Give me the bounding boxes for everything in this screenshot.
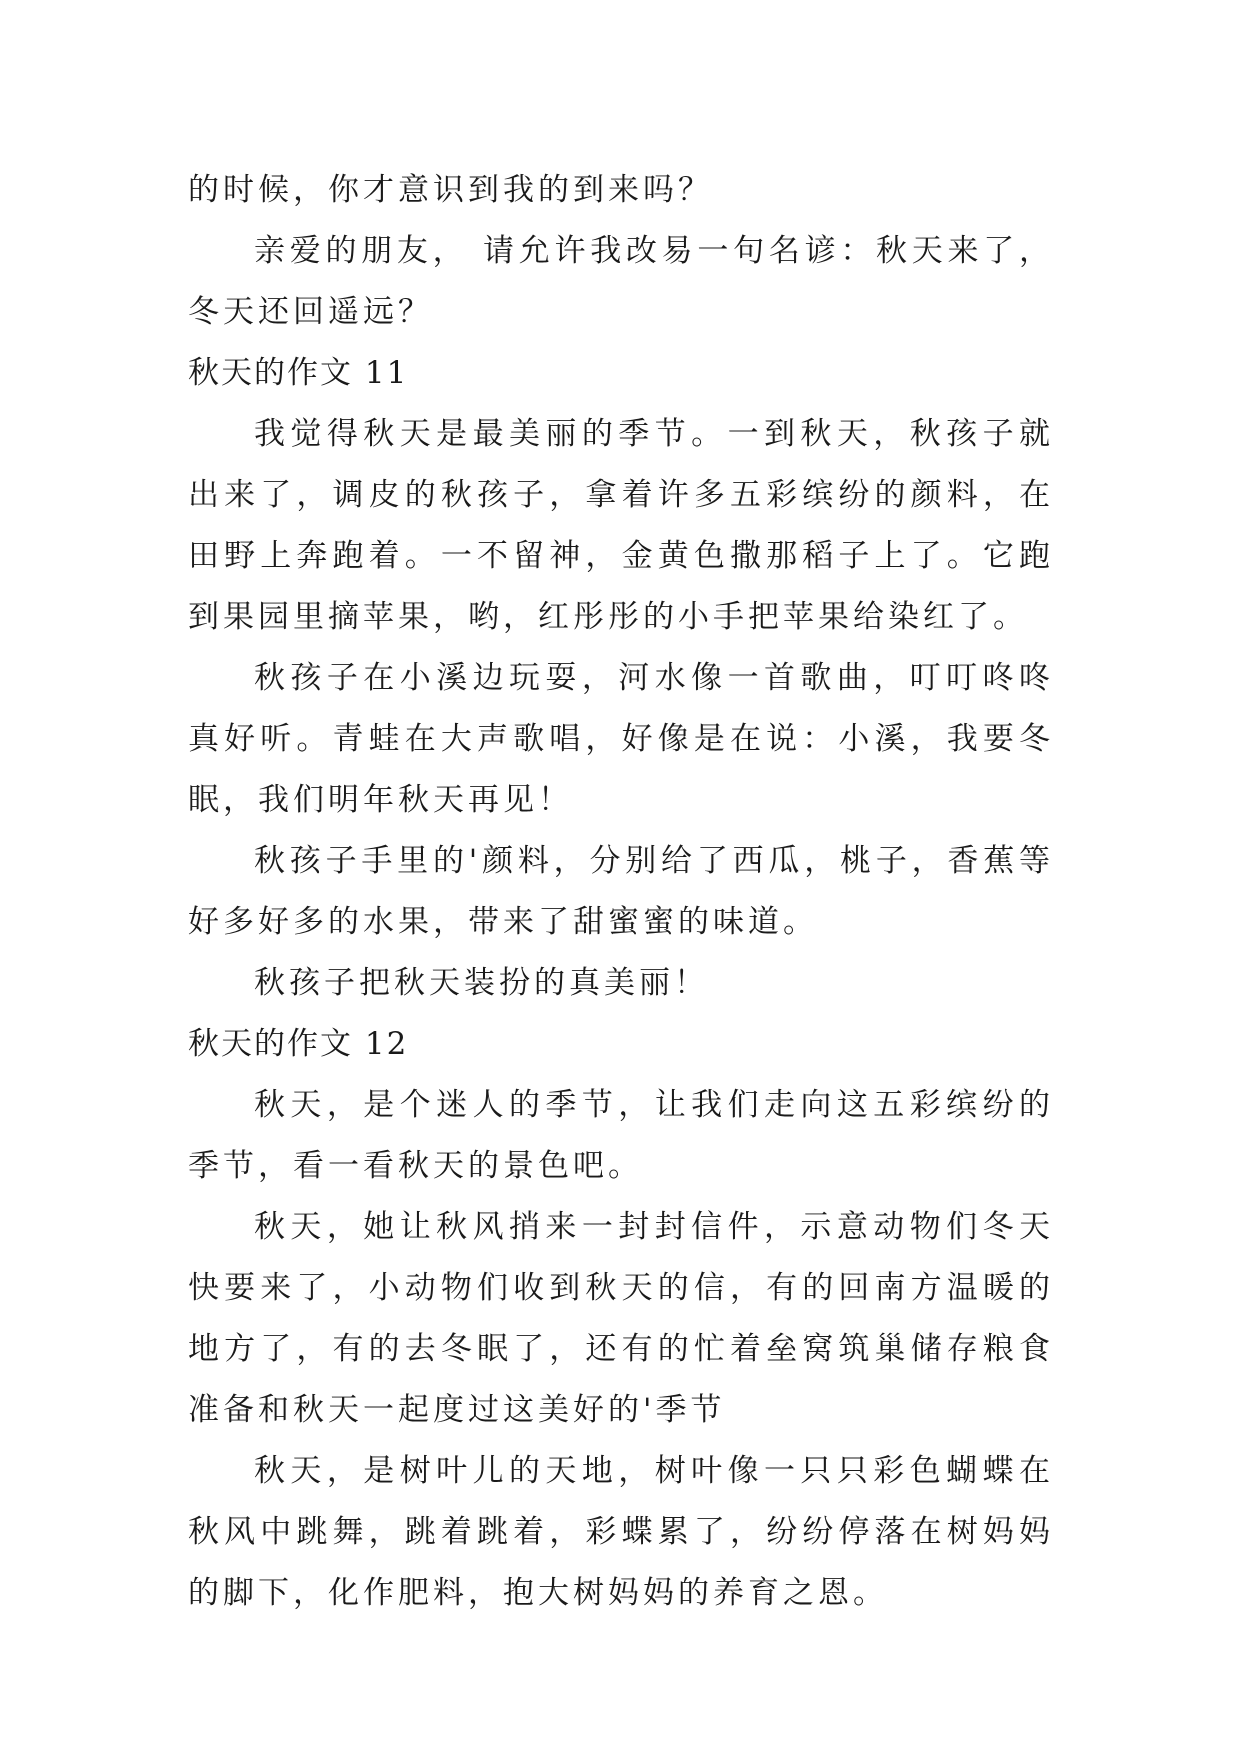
paragraph: 秋天，她让秋风捎来一封封信件，示意动物们冬天快要来了，小动物们收到秋天的信，有的回南方温暖的地方了，有的去冬眠了，还有的忙着垒窝筑巢储存粮食准备和秋天一起度过这美好的'季节 xyxy=(188,1209,1054,1428)
section-heading: 秋天的作文 12 xyxy=(188,1026,409,1062)
paragraph: 的时候，你才意识到我的到来吗？ xyxy=(188,172,713,208)
paragraph: 秋孩子手里的'颜料，分别给了西瓜，桃子，香蕉等好多好多的水果，带来了甜蜜蜜的味道。 xyxy=(188,843,1054,940)
paragraph: 秋天，是树叶儿的天地，树叶像一只只彩色蝴蝶在秋风中跳舞，跳着跳着，彩蝶累了，纷纷停落在树妈妈的脚下，化作肥料，抱大树妈妈的养育之恩。 xyxy=(188,1453,1054,1611)
paragraph: 秋孩子在小溪边玩耍，河水像一首歌曲，叮叮咚咚真好听。青蛙在大声歌唱，好像是在说：小溪，我要冬眠，我们明年秋天再见！ xyxy=(188,660,1054,818)
paragraph: 秋天，是个迷人的季节，让我们走向这五彩缤纷的季节，看一看秋天的景色吧。 xyxy=(188,1087,1054,1184)
paragraph: 秋孩子把秋天装扮的真美丽！ xyxy=(254,965,709,1001)
paragraph: 我觉得秋天是最美丽的季节。一到秋天，秋孩子就出来了，调皮的秋孩子，拿着许多五彩缤纷的颜料，在田野上奔跑着。一不留神，金黄色撒那稻子上了。它跑到果园里摘苹果，哟，红彤彤的小手把苹果给染红了。 xyxy=(188,416,1054,635)
paragraph: 亲爱的朋友， 请允许我改易一句名谚：秋天来了，冬天还回遥远？ xyxy=(188,233,1054,330)
section-heading: 秋天的作文 11 xyxy=(188,355,409,391)
document-body xyxy=(188,160,1054,1624)
